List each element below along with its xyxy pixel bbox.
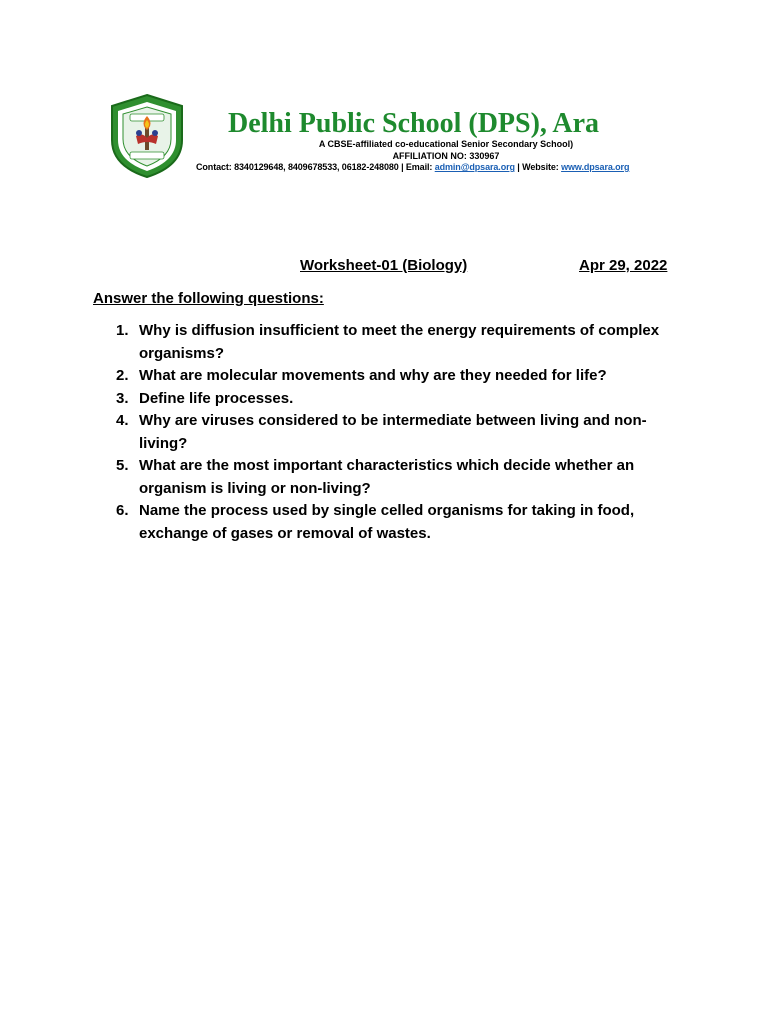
question-item — [116, 455, 676, 500]
dps-emblem-icon — [106, 92, 188, 180]
question-number: 2. — [116, 367, 129, 384]
question-number: 3. — [116, 389, 129, 407]
contact-line — [196, 161, 696, 173]
question-text: What are molecular movements and why are they needed for life? — [139, 367, 607, 384]
question-text: What are the most important characteristics which decide whether an organism is living or non-living? — [139, 457, 635, 497]
school-logo — [106, 92, 188, 180]
question-number: 1. — [116, 322, 129, 339]
school-tagline: A CBSE-affiliated co-educational Senior Secondary School) — [318, 139, 574, 149]
question-item — [116, 410, 676, 455]
question-text: Define life processes. — [139, 389, 294, 407]
question-item — [116, 365, 676, 388]
instruction-heading: Answer the following questions: — [93, 290, 324, 307]
question-item — [116, 500, 676, 545]
question-text: Why are viruses considered to be intermediate between living and non-living? — [139, 412, 647, 452]
question-number: 5. — [116, 457, 129, 474]
question-text: Name the process used by single celled organisms for taking in food, exchange of gases or removal of wastes. — [139, 502, 635, 542]
question-number: 4. — [116, 412, 129, 429]
website-link[interactable]: www.dpsara.org — [561, 162, 630, 172]
question-list — [116, 320, 676, 545]
contact-text: Contact: 8340129648, 8409678533, 06182-248080 | Email: — [196, 162, 435, 172]
worksheet-title: Worksheet-01 (Biology) — [300, 257, 468, 274]
question-number: 6. — [116, 502, 129, 519]
question-item — [116, 388, 676, 411]
email-link[interactable]: admin@dpsara.org — [434, 162, 515, 172]
school-name: Delhi Public School (DPS), Ara — [228, 108, 600, 139]
question-text: Why is diffusion insufficient to meet the energy requirements of complex organisms? — [139, 322, 660, 362]
website-prefix: | Website: — [514, 162, 562, 172]
question-item — [116, 320, 676, 365]
affiliation-number: AFFILIATION NO: 330967 — [392, 151, 500, 161]
worksheet-date: Apr 29, 2022 — [579, 257, 668, 274]
